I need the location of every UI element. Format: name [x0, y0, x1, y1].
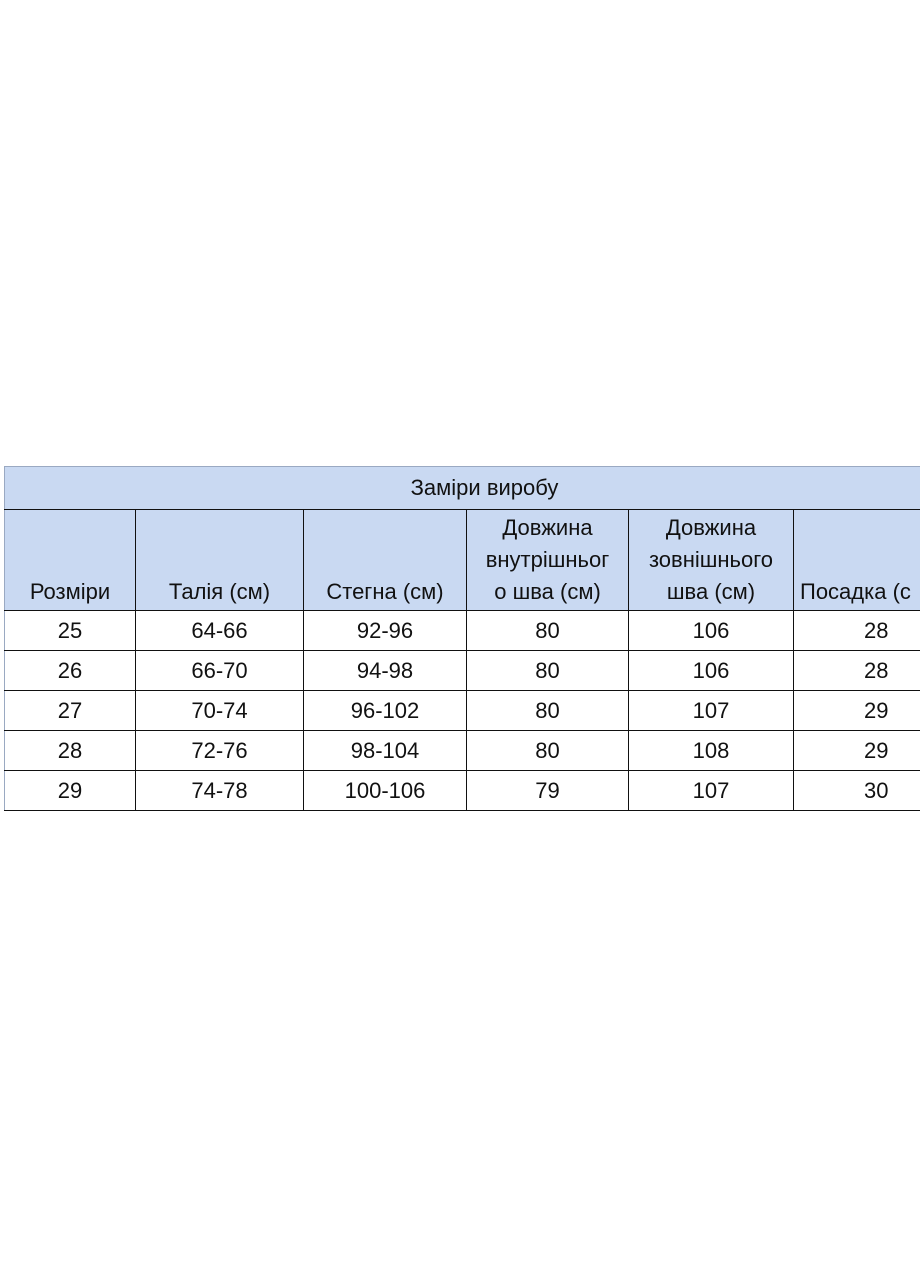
header-text: о шва (см) — [494, 579, 601, 604]
header-text: внутрішньог — [485, 547, 610, 572]
table-cell: 28 — [794, 611, 920, 651]
table-row — [5, 651, 920, 691]
table-cell: 108 — [629, 731, 794, 771]
header-text: Розміри — [29, 579, 111, 604]
table-cell: 74-78 — [136, 771, 304, 811]
size-chart-table — [4, 466, 920, 811]
header-cell-hips — [304, 510, 467, 611]
table-row — [5, 771, 920, 811]
table-cell: 80 — [467, 691, 629, 731]
table-cell: 64-66 — [136, 611, 304, 651]
table-cell: 80 — [467, 651, 629, 691]
table-cell: 28 — [794, 651, 920, 691]
header-text: шва (см) — [666, 579, 756, 604]
table-cell: 26 — [5, 651, 136, 691]
table-cell: 106 — [629, 651, 794, 691]
table-cell: 28 — [5, 731, 136, 771]
table-title: Заміри виробу — [5, 467, 920, 510]
table-cell: 107 — [629, 771, 794, 811]
table-cell: 72-76 — [136, 731, 304, 771]
table-cell: 30 — [794, 771, 920, 811]
header-text: Довжина — [665, 515, 757, 540]
header-cell-outseam — [629, 510, 794, 611]
table-row — [5, 611, 920, 651]
table-cell: 80 — [467, 731, 629, 771]
table-cell: 100-106 — [304, 771, 467, 811]
table-row — [5, 731, 920, 771]
table-cell: 80 — [467, 611, 629, 651]
header-text: Стегна (см) — [326, 579, 444, 604]
table-cell: 66-70 — [136, 651, 304, 691]
table-cell: 29 — [5, 771, 136, 811]
table-cell: 27 — [5, 691, 136, 731]
header-cell-inseam — [467, 510, 629, 611]
table-title-row — [5, 467, 920, 510]
header-text: Посадка (с — [800, 579, 911, 604]
table-cell: 25 — [5, 611, 136, 651]
header-cell-rise — [794, 510, 920, 611]
table-cell: 96-102 — [304, 691, 467, 731]
table-cell: 94-98 — [304, 651, 467, 691]
table-cell: 70-74 — [136, 691, 304, 731]
table-cell: 98-104 — [304, 731, 467, 771]
table-cell: 92-96 — [304, 611, 467, 651]
table-cell: 29 — [794, 691, 920, 731]
header-text: Талія (см) — [168, 579, 271, 604]
table-header-row — [5, 510, 920, 611]
table-cell: 106 — [629, 611, 794, 651]
header-text: Довжина — [502, 515, 593, 540]
header-text: зовнішнього — [648, 547, 774, 572]
table-cell: 29 — [794, 731, 920, 771]
measurements-sheet — [4, 466, 920, 811]
table-cell: 107 — [629, 691, 794, 731]
header-cell-waist — [136, 510, 304, 611]
table-row — [5, 691, 920, 731]
table-cell: 79 — [467, 771, 629, 811]
header-cell-size — [5, 510, 136, 611]
